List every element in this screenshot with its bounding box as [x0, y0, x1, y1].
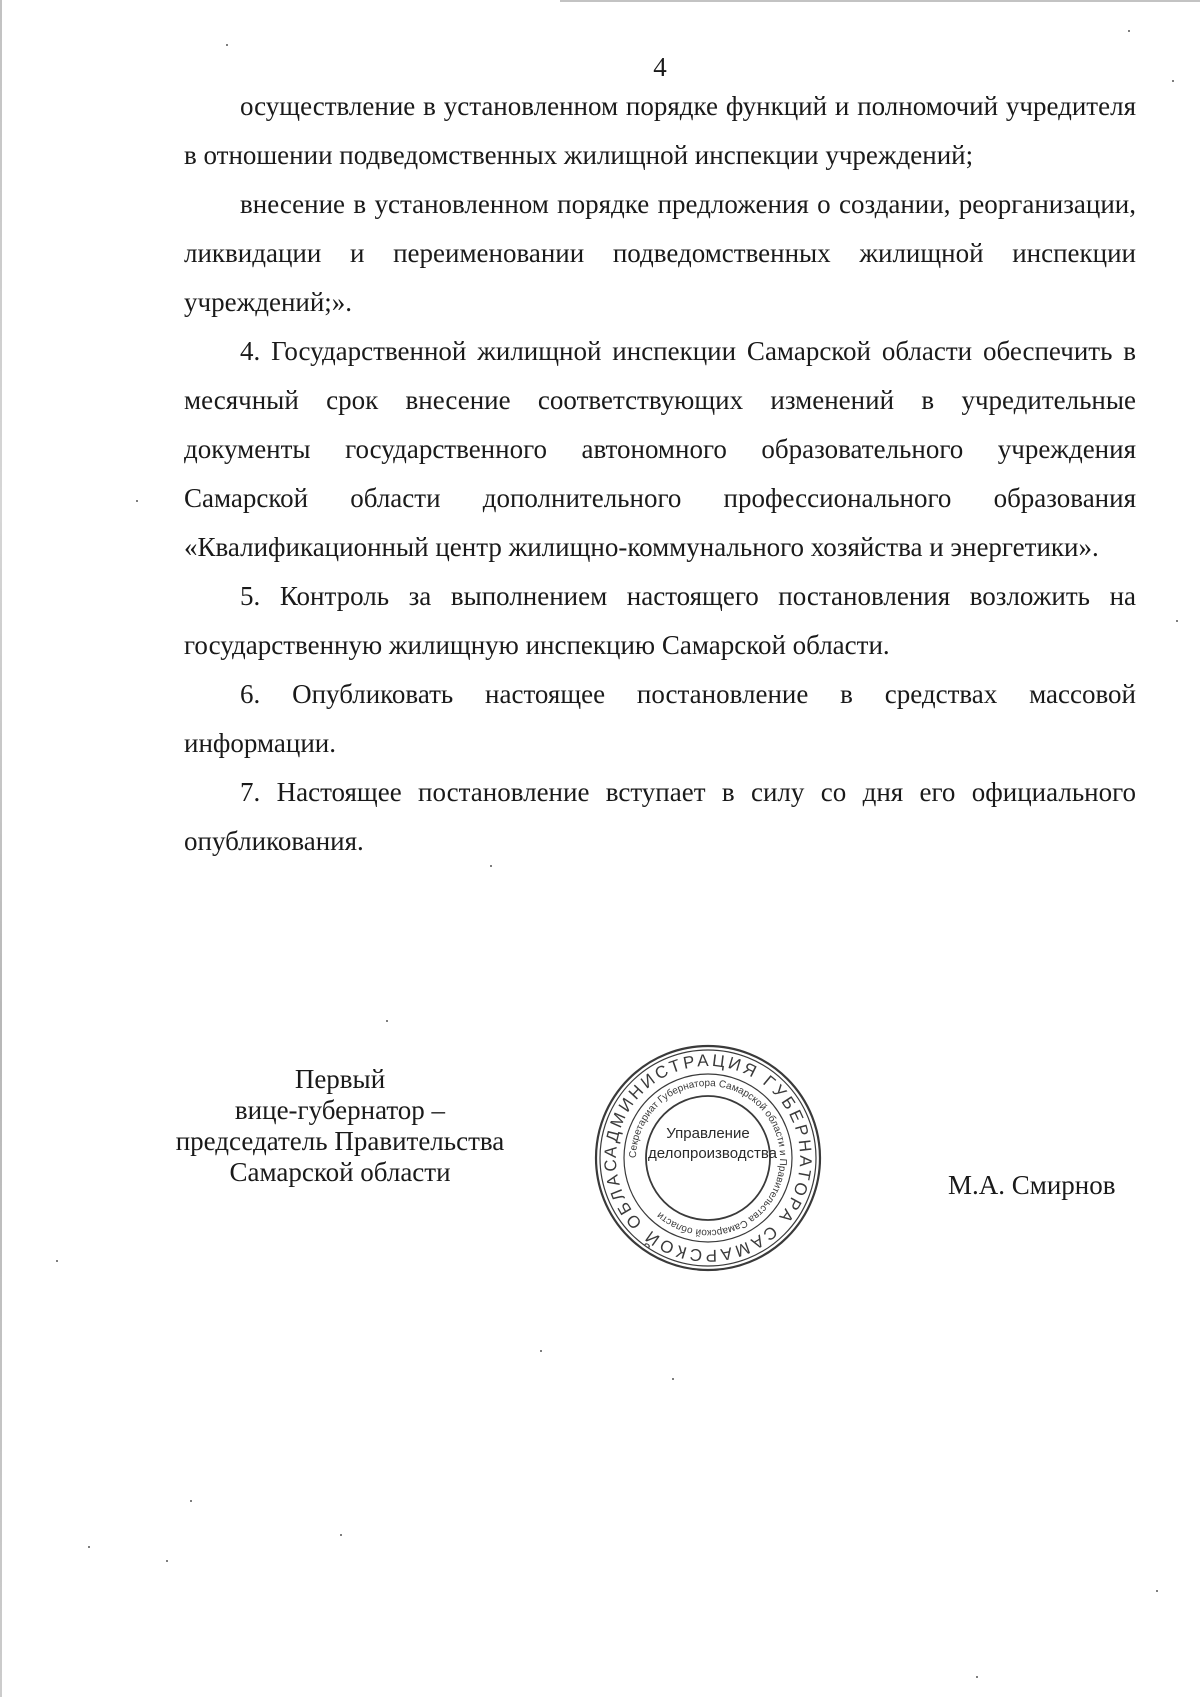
- paragraph-clause-4: 4. Государственной жилищной инспекции Самарской области обеспечить в месячный срок внесение соответствующих изменений в учредительные документы государственного автономного образовательного учреждения Самарской области дополнительного профессионального образования «Квалификационный центр жилищно-коммунального хозяйства и энергетики».: [184, 336, 1136, 562]
- scan-edge-left: [0, 0, 2, 1697]
- seal-center-line: Управление: [666, 1125, 750, 1142]
- scan-speck: [226, 44, 228, 46]
- signatory-position-line: председатель Правительства: [175, 1126, 505, 1156]
- seal-center-line: делопроизводства: [648, 1145, 778, 1162]
- scan-speck: [166, 1560, 168, 1562]
- paragraph-founder-functions: осуществление в установленном порядке функций и полномочий учредителя в отношении подведомственных жилищной инспекции учреждений;: [184, 91, 1136, 170]
- seal-center-text: [648, 1124, 778, 1164]
- scan-speck: [1128, 30, 1130, 32]
- seal-outer-text: АДМИНИСТРАЦИЯ ГУБЕРНАТОРА САМАРСКОЙ ОБЛАС: [600, 1050, 816, 1266]
- signatory-position-line: Самарской области: [229, 1157, 451, 1187]
- scan-speck: [190, 1500, 192, 1502]
- scan-speck: [1156, 1590, 1158, 1592]
- scan-speck: [56, 1260, 58, 1262]
- scan-speck: [1176, 620, 1178, 622]
- scan-speck: [490, 865, 492, 867]
- paragraph-clause-7: 7. Настоящее постановление вступает в силу со дня его официального опубликования.: [184, 777, 1136, 856]
- scan-speck: [540, 1350, 542, 1352]
- signatory-position-line: вице-губернатор –: [234, 1095, 446, 1125]
- paragraph-reorganization-proposals: внесение в установленном порядке предложения о создании, реорганизации, ликвидации и переименовании подведомственных жилищной инспекции учреждений;».: [184, 189, 1136, 317]
- official-seal: [590, 1040, 826, 1276]
- seal-inner-text: Секретариат Губернатора Самарской области и Правительства Самарской области: [627, 1077, 789, 1239]
- scan-speck: [976, 1676, 978, 1678]
- document-body: [184, 82, 1136, 866]
- scan-speck: [136, 500, 138, 502]
- scan-speck: [340, 1534, 342, 1536]
- signatory-position-line: Первый: [294, 1064, 386, 1094]
- paragraph-clause-5: 5. Контроль за выполнением настоящего постановления возложить на государственную жилищную инспекцию Самарской области.: [184, 581, 1136, 660]
- scan-edge-top: [560, 0, 1200, 2]
- scan-speck: [386, 1020, 388, 1022]
- signatory-position: [150, 1064, 530, 1188]
- page-number: 4: [653, 52, 667, 82]
- scan-speck: [672, 1378, 674, 1380]
- scan-speck: [1172, 80, 1174, 82]
- paragraph-clause-6: 6. Опубликовать настоящее постановление в средствах массовой информации.: [184, 679, 1136, 758]
- signer-name: М.А. Смирнов: [948, 1170, 1116, 1200]
- scan-speck: [88, 1546, 90, 1548]
